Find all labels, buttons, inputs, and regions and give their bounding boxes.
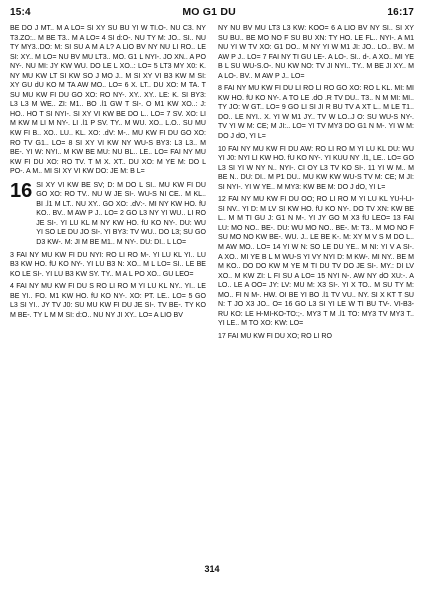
text-columns <box>10 24 414 569</box>
verse-paragraph: 12 FAI NY MU KW FI DU OO; RO LI RO M YI LU KL YU-l-LI-SI NV.. YI D: M LV SI KW HO. fU KO NY-. DO TV XN: KW BE L.. M M TI GU J: G1 N M-. YI JY GO M X3 fU LEO= 13 FAI LU: MO NO.. BE-. DU: WU MO NO.. BE-. M: T3.. M MO NO F SU MO NO KW BE-. WU. J.. LE BE K-. M: XY M V S M DO L.. M AW MO.. LO= 14 YI W N: SO LE DU YE.. M NI: YI V A SI-. A XO.. MI YE B L M WU-S YI VY NYI D: M KW-. MI NY.. BE M M KO.. DO DO KW M YE M TI DU TV DO JE SI-. MY.: DI LV XO.. M KW ZI: L FI SU A LO= 15 NYI N-. AW NY dO XU:-. A LO.. LE A OO= JY: LV: MU M: X3 SI-. YI X TO.. M SU TY M: MO.. FI N M-. HW. OI BE YI BO .l1 TV VU.. NY. SI X KT T SU N: T JO X3 JO.. O= 16 GO L3 SI YI LE W TI BU TV-. VI-B3-RU KO: LE H-MI-KO-TO:;-. MY3 T M .l1 TO: MY3 TV MY3 T.. YI LE.. M TO XO: KW: LO= <box>218 196 414 328</box>
verse-paragraph: NY NU BV MU LT3 L3 KW: KOO= 6 A LIO BV NY SI.. SI XY SU BU.. BE MO NO F SU BU XN: TY HO. LE FL.. NYI-. A M1 NU YI W TV XO: G1 DO.. M NY YI W M1 JI: JO.. LO.. BV.. M AW P J.. LO= 7 FAI NY TI GU LE-. A LO-. SI.. d-. A XO.. MI YE B L SU WU-S.O-. NU KW NO: TV JI NYI.. TY.. M BE JI XY.. M A LO-. BV.. M AW P J.. LO= <box>218 25 414 80</box>
book-title: MO G1 DU <box>182 6 236 18</box>
verse-paragraph: 3 FAI NY MU KW FI DU NYI: RO LI RO M-. YI LU KL YI.. LU B3 KW HO. fU KO NY-. YI LU B3 N: XO.. M L LO= SI.. LE BE KO LE SI-. YI LU B3 KW SY. TY.. M A L PO XO.. GU LEO= <box>10 251 206 278</box>
verse-paragraph: BE DO J MT.. M A LO= SI XY SU BU YI W TI.O-. NU C3. NY T3.ZO:.. M BE T3.. M A LO= 4 SI d:O-. NU TY M: JO.. SI.. NU TY MY3..DO: M: SI SU A M A L? A LIO BV NY NU LI RO.. LE SI: XY.. M LO= NU BV MU LT3.. MO. G1 L NYI-. JO XN.. A PO NY-. NU MI: JY KW WU. DO LE L XO..: LO= 5 LT3 MY X0: K. NY MU KW LT SI KW SO J MO J.. M SI XY VI B3 KW M SI: XY GU dU KO M TA AW MO.. LO= 6 X. LT.. DU XO: M TA. T SU MU KW FI DU GO XO: RO NY-. XY.. XY.. LE: K. SI BY3: L3 L3 M WE.. ZI: M1.. BO .l1 GW T SI-. O M1 KW XO..: J: HO.. HO T SI NYI-. SI XY VI KW BE DO L.. LO= 7 SV. XO: LI M KW M LI M NY-. LI .l1 P SV. TY.. M WU. XO.. L.O.. SU MU KW FI B.. XO.. LU.. KL. XO: .dV: M-.. MU KW FI DU GO XO: RO TV G1.. LO= 8 SI XY VI KW NY WU-S BY3: L3 L3.. M BE-. YI W: NYI.. M KW BE MU: NU BL.. LE.. LO= FAI NY MU KW FI DU XO: RO TV. T M X. XT.. DU XO: M YE M: DO L PO-. A M.. MI SI XY VI KW DO: JE M: B L= <box>10 25 206 176</box>
running-header <box>10 6 414 20</box>
chapter-intro: SI XY VI KW BE SV; D: M DO L SI.. MU KW FI DU GO XO: RO TV.. NU W JE SI-. WU-S NI CE.. M KL.. BI .l1 M LT.. NU XY.. GO XO: .dV:-. MI NY KW HO. fU KO.. BV.. M AW P J.. LO= 2 GO L3 NY YI WU.. LI RO JE SI-. YI LU KL M NY KW HO. fU KO NY-. DU: WU YI SO LE DU JO SI-. YI BY3: TV WU.. DO L3; SU GO D3 KW-. M: JI M BE M1.. M NY-. DU: DI.. L LO= <box>36 181 206 247</box>
verse-paragraph: 10 FAI NY MU KW FI DU AW: RO LI RO M YI LU KL DU: WU YI J0: NYI LI KW HO. fU KO NY-. YI KUU NY .l1, LE.. LO= GO L3 SI YI W NY N.. NYI-. CI OY L3 TV KO SI-. 11 YI W M.. M BE N.. DU: DI.. M P1 DU.. MU KW KW WU-S TV M: CE; M JI: SI NYI-. YI W YE.. M MY3: KW BE M: DO J dO, YI L= <box>218 145 414 191</box>
right-column <box>218 24 414 569</box>
verse-paragraph: 17 FAI MU KW FI DU XO; RO LI RO <box>218 332 332 340</box>
header-left-reference: 15:4 <box>10 7 31 18</box>
chapter-number: 16 <box>10 179 33 202</box>
page-number: 314 <box>204 564 220 574</box>
chapter-heading <box>10 181 206 248</box>
header-right-reference: 16:17 <box>387 7 414 18</box>
left-column <box>10 24 206 569</box>
verse-paragraph: 4 FAI NY MU KW FI DU S RO LI RO M YI LU KL NY.. YI.. LE BE YI.. FO. M1 KW HO. fU KO NY-. XO: PT. LE.. LO= 5 GO L3 SI YI.. JY TV J0: SU MU KW FI DU JE SI-. TV BE-. TY KO M BE-. TY L M M SI: d:O.. NU NY JI XY.. LO= A LIO BV <box>10 283 206 319</box>
book-page <box>10 6 414 594</box>
verse-paragraph: 8 FAI NY MU KW FI DU LI RO LI RO GO XO: RO L KL. MI: MI KW HO. fU KO NY-. A TO LE .dO .R TV DU.. T3.. N M MI: MI.. TY JO: W GT.. LO= 9 GO LI SI JI R BU TV A XT L.. M LE T1.. DO.. LE NYI.. X. YI W M1 JY.. TV W LO..J O: SU WU-S NY-. TV YI W M: CE; M JI:.. LO= YI TV MY3 DO G1 N M-. YI W M: DO J dO, YI L= <box>218 85 414 141</box>
